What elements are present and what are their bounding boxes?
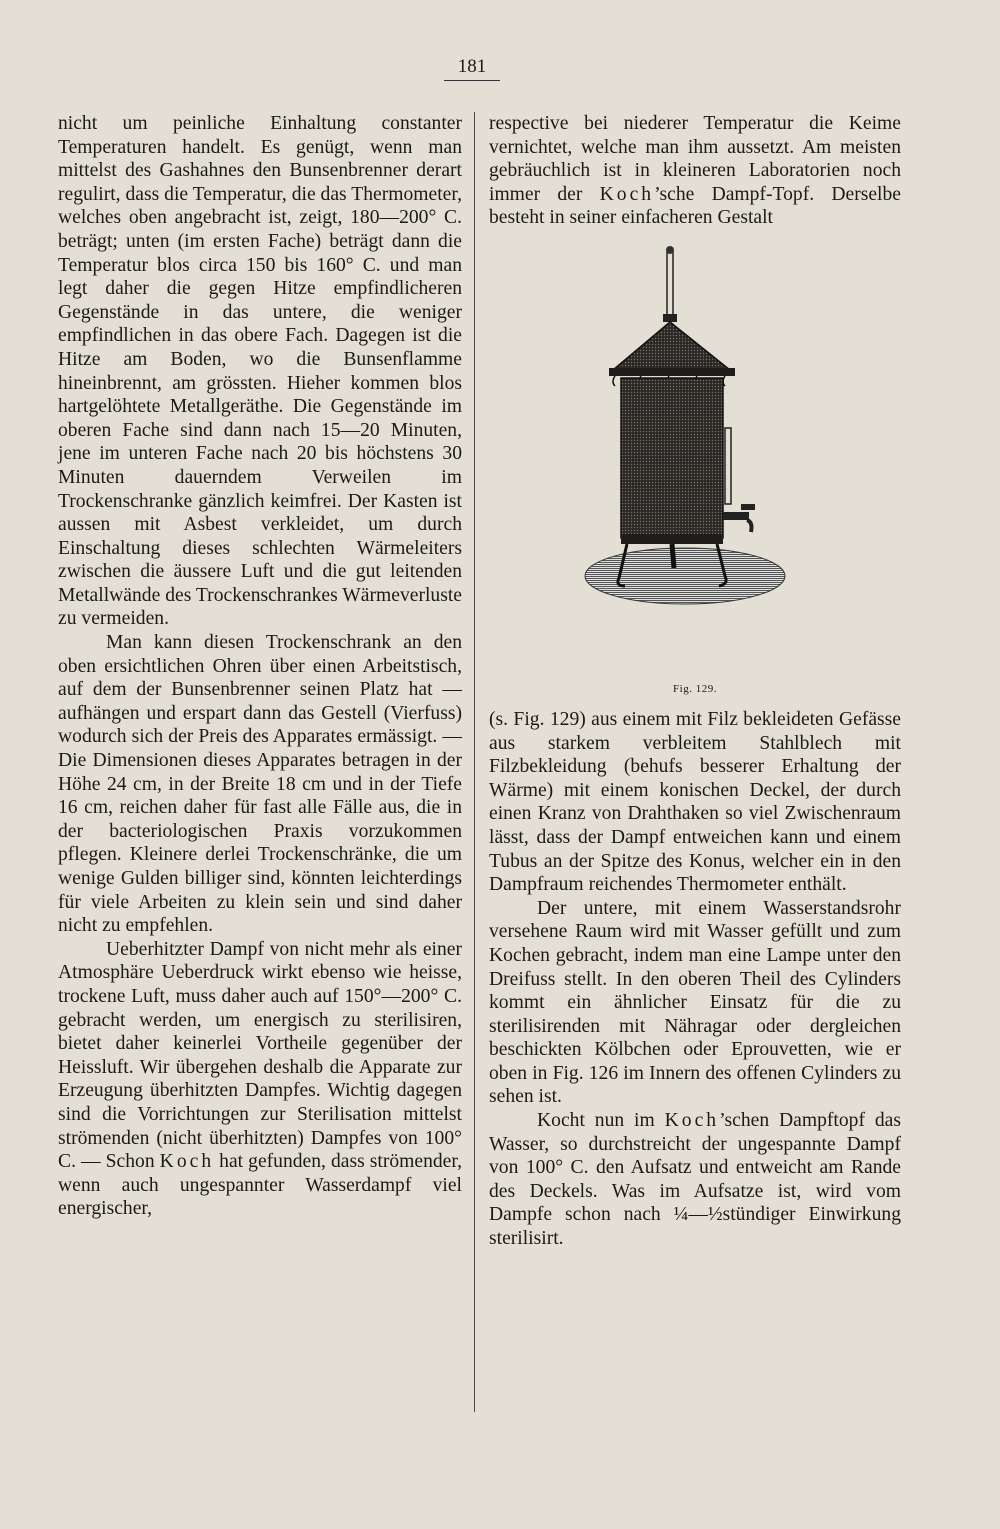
author-name: Koch (599, 183, 655, 205)
author-name: Koch (159, 1151, 215, 1173)
paragraph (489, 112, 901, 230)
paragraph-text: Ueberhitzter Dampf von nicht mehr als einer Atmosphäre Ueberdruck wirkt ebenso wie heisse, trockene Luft, muss daher auch auf 150°—200° C. gebracht werden, um energisch zu sterilisiren, bietet daher keinerlei Vortheile gegenüber der Heissluft. Wir übergehen deshalb die Apparate zur Erzeugung überhitzten Dampfes. Wichtig dagegen sind die Vorrichtungen zur Sterilisation mittelst strömenden (nicht überhitzten) Dampfes von 100° C. — Schon (58, 938, 462, 1173)
paragraph-text: hat gefunden, dass strömender, wenn auch ungespannter Wasserdampf viel energischer, (58, 1151, 463, 1220)
paragraph-text: Kocht nun im (537, 1110, 655, 1132)
paragraph: (s. Fig. 129) aus einem mit Filz bekleideten Gefässe aus starkem verbleitem Stahlblech mit Filzbekleidung (behufs besserer Erhaltung der Wärme) mit einem konischen Deckel, der durch einen Kranz von Drahthaken so viel Zwischenraum lässt, dass der Dampf entweichen kann und einem Tubus an der Spitze des Konus, welcher ein in den Dampfraum reichendes Thermometer enthält. (489, 708, 901, 896)
paragraph-text: ’sche Dampf-Topf. Derselbe besteht in seiner einfacheren Gestalt (489, 183, 901, 229)
author-name: Koch (664, 1110, 720, 1132)
page-number: 181 (444, 56, 500, 81)
right-column (489, 112, 901, 1251)
paragraph (489, 1109, 901, 1251)
figure-caption: Fig. 129. (673, 682, 717, 695)
paragraph: Man kann diesen Trockenschrank an den oben ersichtlichen Ohren über einen Arbeitstisch, auf dem der Bunsenbrenner seinen Platz hat — aufhängen und erspart dann das Gestell (Vierfuss) wodurch sich der Preis des Apparates ermässigt. — Die Dimensionen dieses Apparates betragen in der Höhe 24 cm, in der Breite 18 cm und in der Tiefe 16 cm, reichen daher für fast alle Fälle aus, die in der bacteriologischen Praxis vorzukommen pflegen. Kleinere derlei Trockenschränke, die um wenige Gulden billiger sind, könnten leichterdings für viele Arbeiten zu klein sein und sind daher nicht zu empfehlen. (58, 632, 462, 937)
paragraph (58, 938, 462, 1221)
paragraph: Der untere, mit einem Wasserstandsrohr versehene Raum wird mit Wasser gefüllt und zum Kochen gebracht, indem man eine Lampe unter den Dreifuss stellt. In den oberen Theil des Cylinders kommt ein ähnlicher Einsatz für die zu sterilisirenden mit Nähragar oder dergleichen beschickten Kölbchen oder Eprouvetten, wie er oben in Fig. 126 im Innern des offenen Cylinders zu sehen ist. (489, 897, 901, 1108)
paragraph-text: respective bei niederer Temperatur die Keime vernichtet, welche man ihm aussetzt. Am meisten gebräuchlich ist in kleineren Laboratorien noch immer der (489, 113, 901, 205)
column-divider (474, 112, 475, 1412)
steam-pot-illustration (489, 238, 901, 678)
left-column (58, 112, 462, 1221)
paragraph: nicht um peinliche Einhaltung constanter Temperaturen handelt. Es genügt, wenn man mittelst des Gashahnes den Bunsenbrenner derart regulirt, dass die Temperatur, die das Thermometer, welches oben angebracht ist, zeigt, 180—200° C. beträgt; unten (im ersten Fache) beträgt dann die Temperatur blos circa 150 bis 160° C. und man legt daher die gegen Hitze empfindlicheren Gegenstände in das untere, die weniger empfindlichen in das obere Fach. Dagegen ist die Hitze am Boden, wo die Bunsenflamme hineinbrennt, am grössten. Hieher kommen blos hartgelöhtete Metallgeräthe. Die Gegenstände im oberen Fache sind dann nach 15—20 Minuten, jene im unteren Fache nach 20 bis höchstens 30 Minuten dauerndem Verweilen im Trockenschranke gänzlich keimfrei. Der Kasten ist aussen mit Asbest verkleidet, um durch Einschaltung dieses schlechten Wärmeleiters zwischen die äussere Luft und die gut leitenden Metallwände des Trockenschrankes Wärmeverluste zu vermeiden. (58, 113, 462, 630)
paragraph-text: ’schen Dampftopf das Wasser, so durchstreicht der ungespannte Dampf von 100° C. den Aufsatz und entweicht am Rande des Deckels. Was im Aufsatze ist, wird vom Dampfe schon nach ¼—½stündiger Einwirkung sterilisirt. (489, 1110, 901, 1250)
figure-steam-pot (489, 238, 901, 708)
